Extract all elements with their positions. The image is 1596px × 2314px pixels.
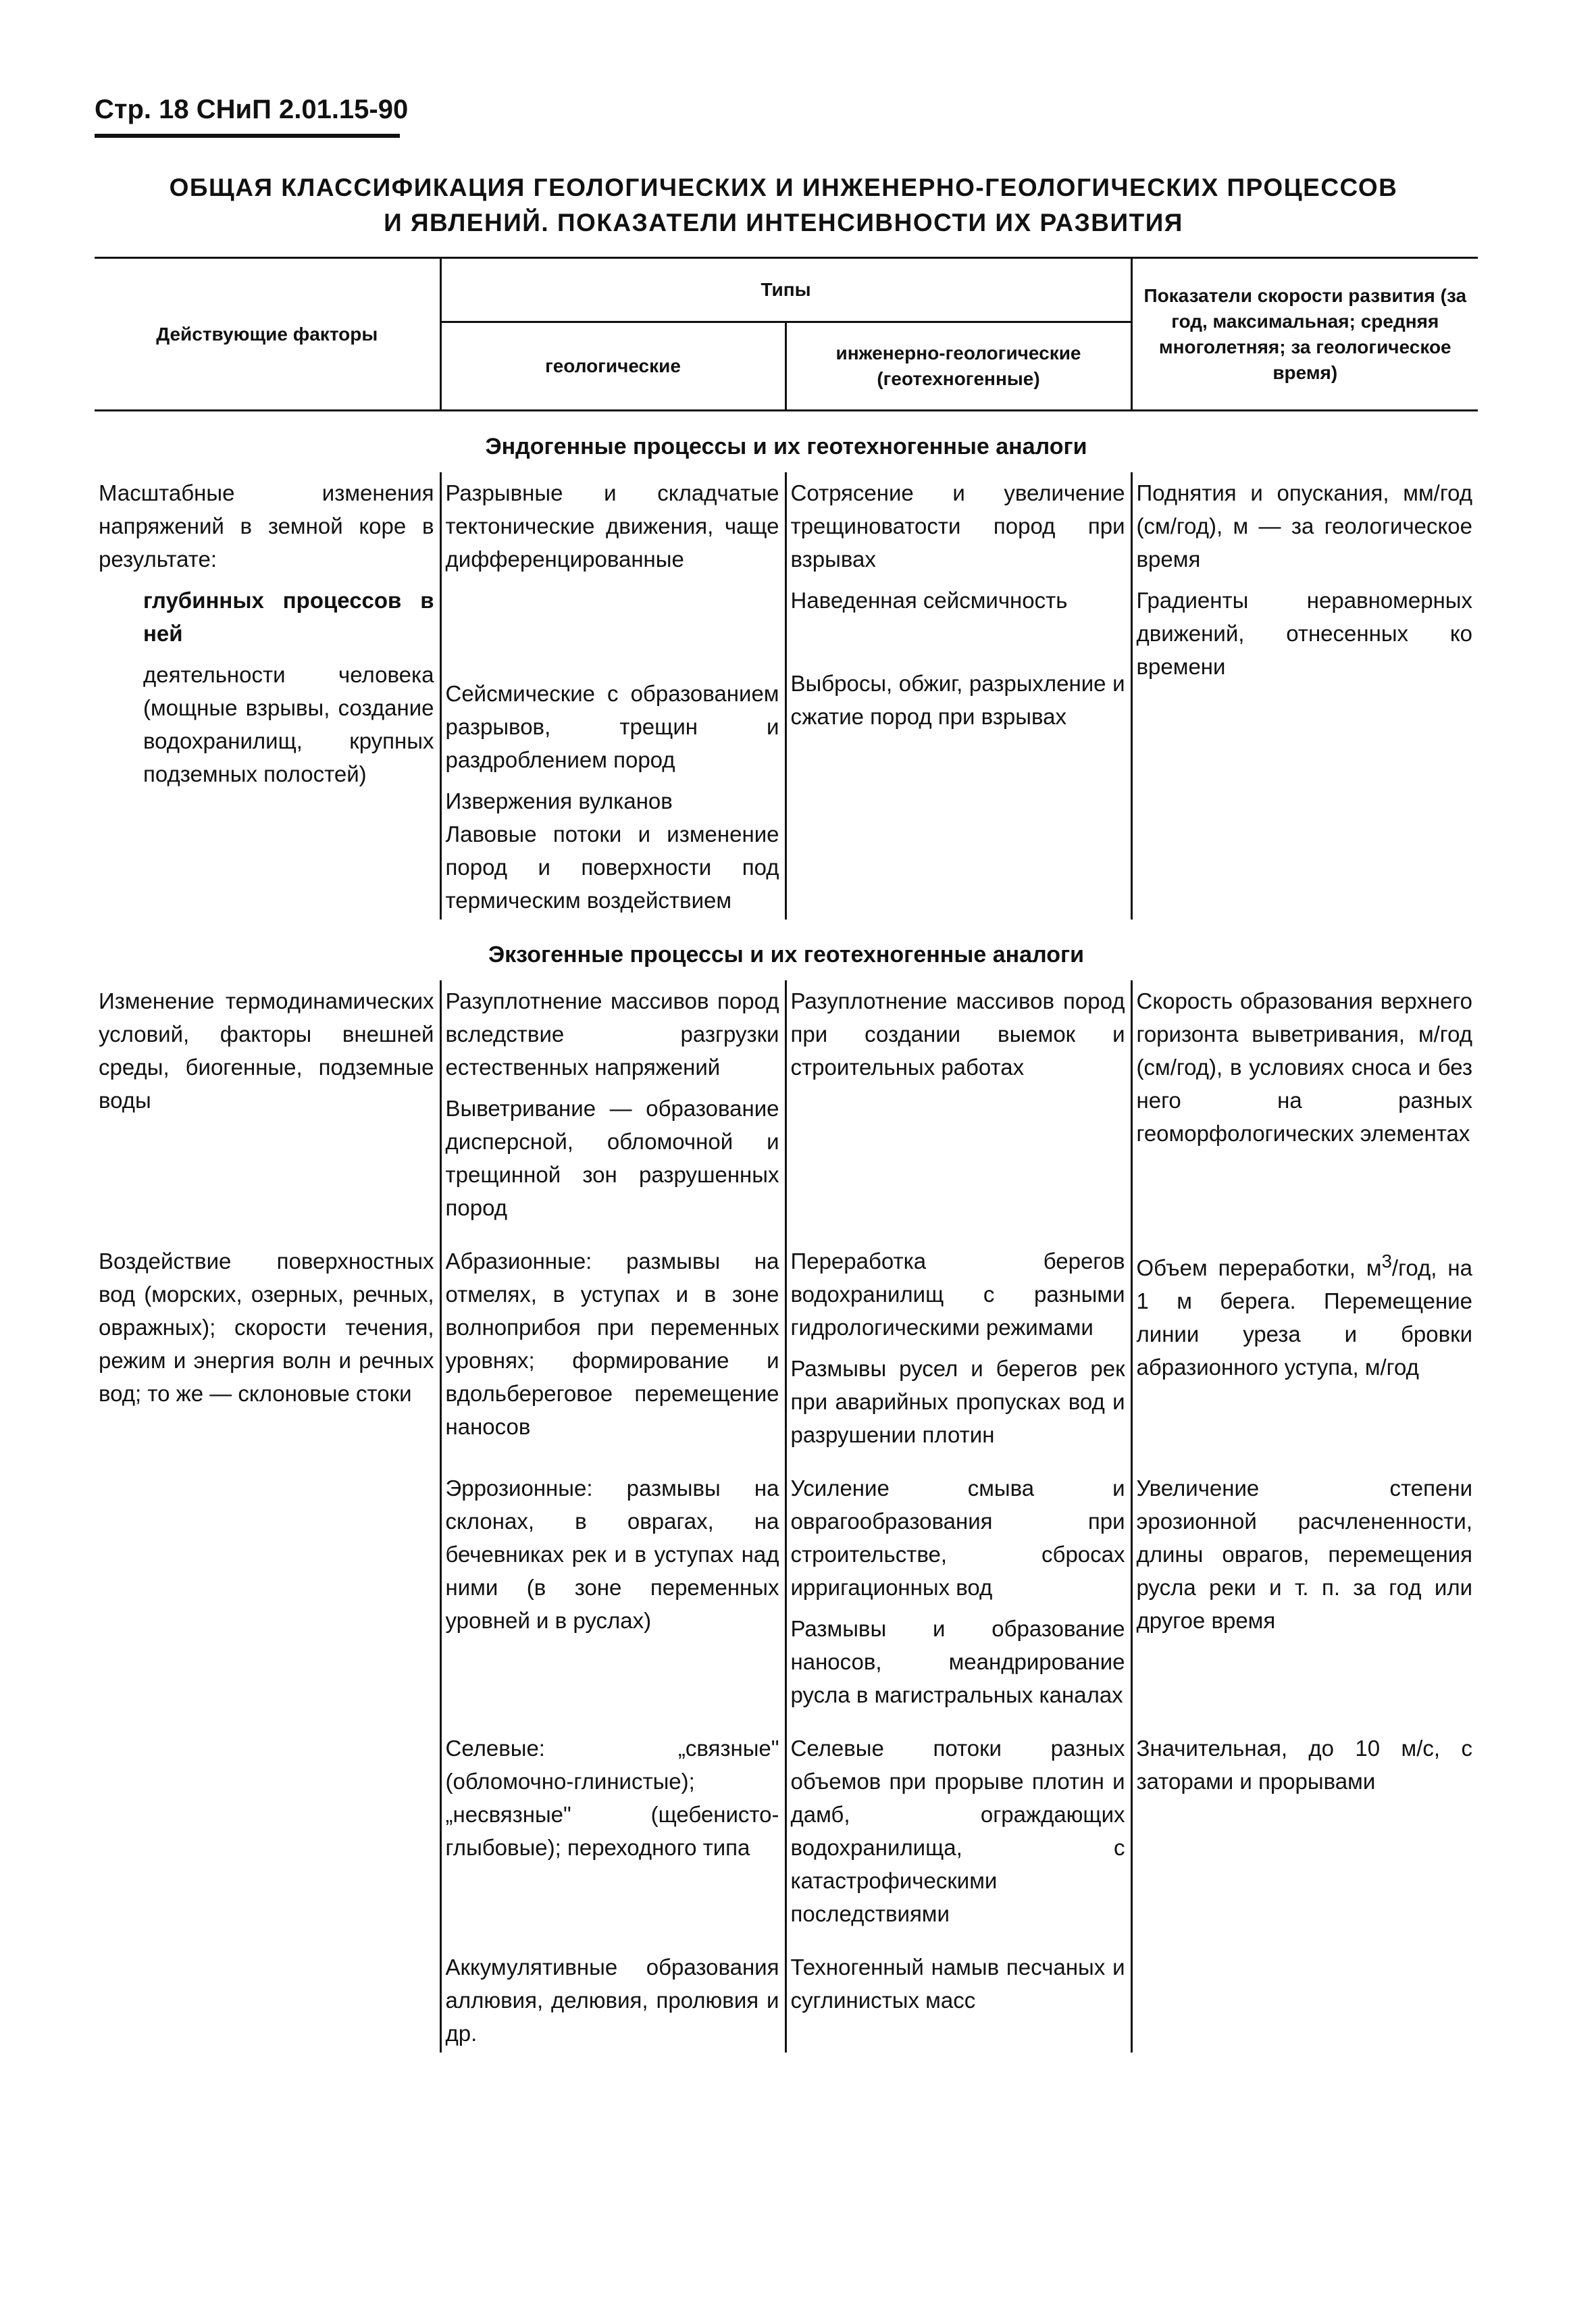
exo2-eng-5: Селевые потоки разных объемов при прорыве плотин и дамб, ограждающих водохранилища, с катастрофическими последствиями — [790, 1736, 1125, 1926]
exo1-engineering-cell — [786, 980, 1131, 1227]
endo-eng-3: Выбросы, обжиг, разрыхление и сжатие пород при взрывах — [790, 671, 1125, 729]
endo-indicators-cell — [1131, 472, 1478, 920]
exo2-eng-3: Усиление смыва и оврагообразования при строительстве, сбросах ирригационных вод — [790, 1476, 1125, 1600]
exo2-indicators-cell-1 — [1131, 1227, 1478, 1454]
exo2-eng-6: Техногенный намыв песчаных и суглинистых масс — [790, 1955, 1125, 2013]
title-line-1: ОБЩАЯ КЛАССИФИКАЦИЯ ГЕОЛОГИЧЕСКИХ И ИНЖЕНЕРНО-ГЕОЛОГИЧЕСКИХ ПРОЦЕССОВ — [169, 174, 1398, 201]
exo2-geological-cell-3 — [440, 1714, 786, 1933]
endo-eng-2: Наведенная сейсмичность — [790, 588, 1068, 613]
exo2-indicators-cell-4 — [1131, 1933, 1478, 2053]
exo1-geo-1: Разуплотнение массивов пород вследствие разгрузки естественных напряжений — [445, 988, 779, 1080]
exo2-geo-1: Абразионные: размывы на отмелях, в уступах и в зоне волноприбоя при переменных уровнях; формирование и вдольбереговое перемещение наносов — [445, 1249, 779, 1439]
exo2-geological-cell-2 — [440, 1454, 786, 1714]
exo1-factor-cell — [95, 980, 440, 1227]
exo1-geo-2: Выветривание — образование дисперсной, обломочной и трещинной зон разрушенных пород — [445, 1096, 779, 1220]
endo-geological-cell — [440, 472, 786, 920]
exo2-eng-4: Размывы и образование наносов, меандрирование русла в магистральных каналах — [790, 1616, 1125, 1707]
document-title — [95, 170, 1472, 241]
section-endogenous: Эндогенные процессы и их геотехногенные аналоги — [485, 434, 1087, 459]
exo2-engineering-cell-4 — [786, 1933, 1131, 2053]
endo-geo-3: Извержения вулканов — [445, 788, 673, 813]
endo-factor-human: деятельности человека (мощные взрывы, создание водохранилищ, крупных подземных полостей) — [143, 662, 434, 786]
exo2-geo-4: Аккумулятивные образования аллювия, делювия, пролювия и др. — [445, 1955, 779, 2046]
endo-factor-cell — [95, 472, 440, 920]
exo2-factor-cell — [95, 1227, 440, 2053]
exo2-geo-3: Селевые: „связные" (обломочно-глинистые); „несвязные" (щебенисто-глыбовые); переходного типа — [445, 1736, 779, 1860]
section-exogenous: Экзогенные процессы и их геотехногенные аналоги — [488, 942, 1085, 967]
exo2-factor: Воздействие поверхностных вод (морских, озерных, речных, овражных); скорости течения, режим и энергия волн и речных вод; то же — склоновые стоки — [99, 1249, 434, 1406]
endo-factor-deep: глубинных процессов в ней — [143, 588, 434, 646]
exo1-geological-cell — [440, 980, 786, 1227]
exo2-ind-2: Увеличение степени эрозионной расчлененности, длины оврагов, перемещения русла реки и т. п. за год или другое время — [1136, 1476, 1473, 1633]
exo2-geological-cell-1 — [440, 1227, 786, 1454]
title-line-2: И ЯВЛЕНИЙ. ПОКАЗАТЕЛИ ИНТЕНСИВНОСТИ ИХ РАЗВИТИЯ — [384, 209, 1183, 236]
exo2-ind-3: Значительная, до 10 м/с, с заторами и прорывами — [1136, 1736, 1473, 1794]
endo-engineering-cell — [786, 472, 1131, 920]
endo-geo-2: Сейсмические с образованием разрывов, трещин и раздроблением пород — [445, 681, 779, 772]
exo2-eng-1: Переработка берегов водохранилищ с разными гидрологическими режимами — [790, 1249, 1125, 1340]
exo2-engineering-cell-3 — [786, 1714, 1131, 1933]
exo1-indicators-cell — [1131, 980, 1478, 1227]
header-geological: геологические — [440, 322, 786, 411]
header-engineering: инженерно-геологические (геотехногенные) — [786, 322, 1131, 411]
exo2-geo-2: Эррозионные: размывы на склонах, в оврагах, на бечевниках рек и в уступах над ними (в зоне переменных уровней и в руслах) — [445, 1476, 779, 1633]
exo2-geological-cell-4 — [440, 1933, 786, 2053]
endo-geo-1: Разрывные и складчатые тектонические движения, чаще дифференцированные — [445, 480, 779, 572]
endo-ind-2: Градиенты неравномерных движений, отнесенных ко времени — [1136, 588, 1473, 679]
exo2-ind-1: Объем переработки, $м^3$/год, на 1 м берега. Перемещение линии уреза и бровки абразионного уступа, м/год — [1136, 1251, 1473, 1380]
header-rule — [95, 134, 400, 138]
header-factors: Действующие факторы — [95, 258, 440, 411]
endo-eng-1: Сотрясение и увеличение трещиноватости пород при взрывах — [790, 480, 1125, 572]
exo1-factor: Изменение термодинамических условий, факторы внешней среды, биогенные, подземные воды — [99, 988, 434, 1113]
exo2-engineering-cell-1 — [786, 1227, 1131, 1454]
header-types: Типы — [440, 258, 1131, 322]
exo1-ind-1: Скорость образования верхнего горизонта выветривания, м/год (см/год), в условиях сноса и без него на разных геоморфологических элементах — [1136, 988, 1473, 1146]
exo2-indicators-cell-2 — [1131, 1454, 1478, 1714]
exo2-engineering-cell-2 — [786, 1454, 1131, 1714]
exo2-indicators-cell-3 — [1131, 1714, 1478, 1933]
endo-ind-1: Поднятия и опускания, мм/год (см/год), м — за геологическое время — [1136, 480, 1473, 572]
classification-table — [95, 257, 1478, 2053]
header-indicators: Показатели скорости развития (за год, максимальная; средняя многолетняя; за геологическое время) — [1131, 258, 1478, 411]
endo-factor-intro: Масштабные изменения напряжений в земной коре в результате: — [99, 480, 434, 572]
exo2-eng-2: Размывы русел и берегов рек при аварийных пропусках вод и разрушении плотин — [790, 1356, 1125, 1447]
exo1-eng-1: Разуплотнение массивов пород при создании выемок и строительных работах — [790, 988, 1125, 1080]
page-header: Стр. 18 СНиП 2.01.15-90 — [95, 95, 409, 124]
endo-geo-4: Лавовые потоки и изменение пород и поверхности под термическим воздействием — [445, 822, 779, 913]
